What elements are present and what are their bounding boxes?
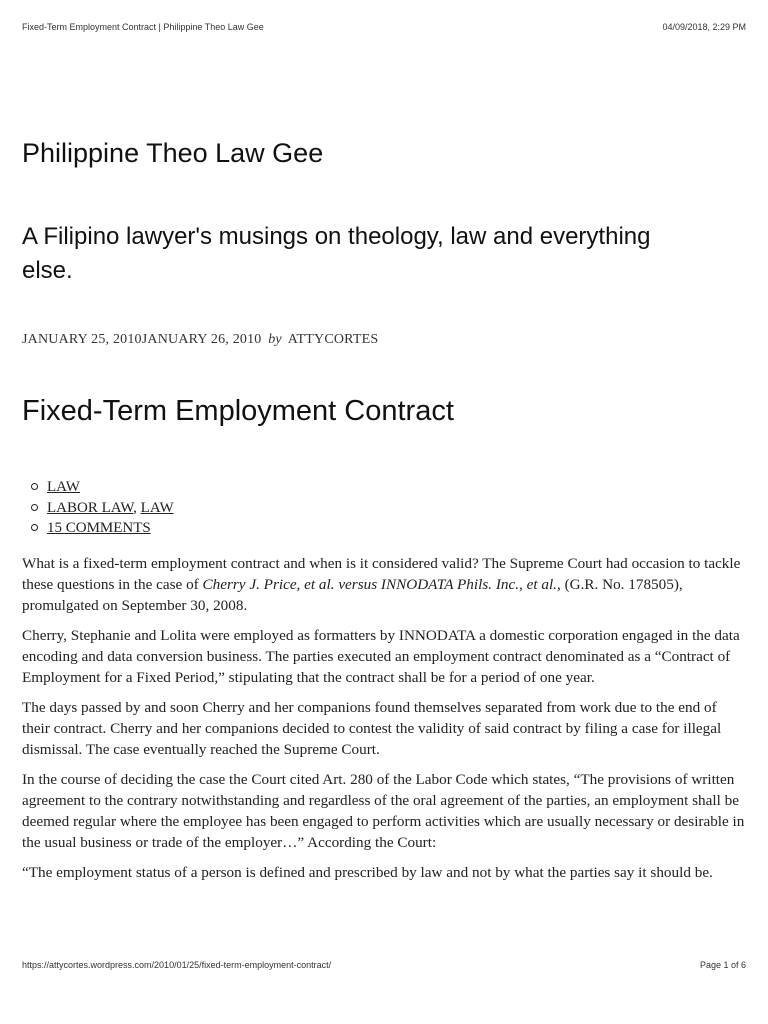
site-title[interactable]: Philippine Theo Law Gee xyxy=(22,138,324,168)
author-link[interactable]: ATTYCORTES xyxy=(287,332,379,347)
court-quote: “The employment status of a person is defined and prescribed by law and not by what the parties say it should be. xyxy=(22,864,713,881)
bullet-circle-icon xyxy=(31,504,38,511)
published-date[interactable]: JANUARY 25, 2010 xyxy=(22,332,142,347)
site-tagline: A Filipino lawyer's musings on theology, law and everything else. xyxy=(22,223,651,284)
paragraph-facts: Cherry, Stephanie and Lolita were employed as formatters by INNODATA a domestic corporation engaged in the data encoding and data conversion business. The parties executed an employment contract denominated as a “Contract of Employment for a Fixed Period,” stipulating that the contract shall be for a period of one year. xyxy=(22,627,740,686)
category-link-law[interactable]: LAW xyxy=(47,479,80,495)
list-item xyxy=(47,498,174,519)
comments-link[interactable]: 15 COMMENTS xyxy=(47,520,151,536)
case-title: Cherry J. Price, et al. versus INNODATA Phils. Inc., et al. xyxy=(202,576,557,593)
paragraph-intro xyxy=(22,553,746,616)
print-url: https://attycortes.wordpress.com/2010/01/25/fixed-term-employment-contract/ xyxy=(22,960,332,970)
print-page-number: Page 1 of 6 xyxy=(699,960,746,970)
post-body xyxy=(22,553,746,883)
print-page-title: Fixed-Term Employment Contract | Philippine Theo Law Gee xyxy=(22,22,264,32)
paragraph-intro-text-a: What is a fixed-term employment contract and when is it considered valid? The Supreme Court had occasion to tackle these questions in the case of xyxy=(22,555,741,593)
tag-link-law[interactable]: LAW xyxy=(140,499,174,516)
list-item xyxy=(47,518,174,539)
print-footer xyxy=(22,960,746,972)
post-meta xyxy=(22,332,378,348)
category-list xyxy=(22,477,174,539)
by-label: by xyxy=(268,332,282,347)
paragraph-separation: The days passed by and soon Cherry and her companions found themselves separated from work due to the end of their contract. Cherry and her companions decided to contest the validity of said contract by filing a case for illegal dismissal. The case eventually reached the Supreme Court. xyxy=(22,699,722,758)
bullet-circle-icon xyxy=(31,483,38,490)
updated-date: JANUARY 26, 2010 xyxy=(141,332,262,347)
post-title: Fixed-Term Employment Contract xyxy=(22,395,454,427)
tag-separator: , xyxy=(133,499,137,516)
page-content xyxy=(22,0,746,946)
tag-link-labor-law[interactable]: LABOR LAW xyxy=(47,499,134,516)
paragraph-article-280: In the course of deciding the case the Court cited Art. 280 of the Labor Code which states, “The provisions of written agreement to the contrary notwithstanding and regardless of the oral agreement of the parties, an employment shall be deemed regular where the employee has been engaged to perform activities which are usually necessary or desirable in the usual business or trade of the employer…” According the Court: xyxy=(22,771,745,851)
print-datetime: 04/09/2018, 2:29 PM xyxy=(662,22,746,32)
list-item xyxy=(47,477,174,498)
bullet-circle-icon xyxy=(31,524,38,531)
paragraph-intro-text-b: , (G.R. No. 178505), promulgated on September 30, 2008. xyxy=(22,576,683,614)
